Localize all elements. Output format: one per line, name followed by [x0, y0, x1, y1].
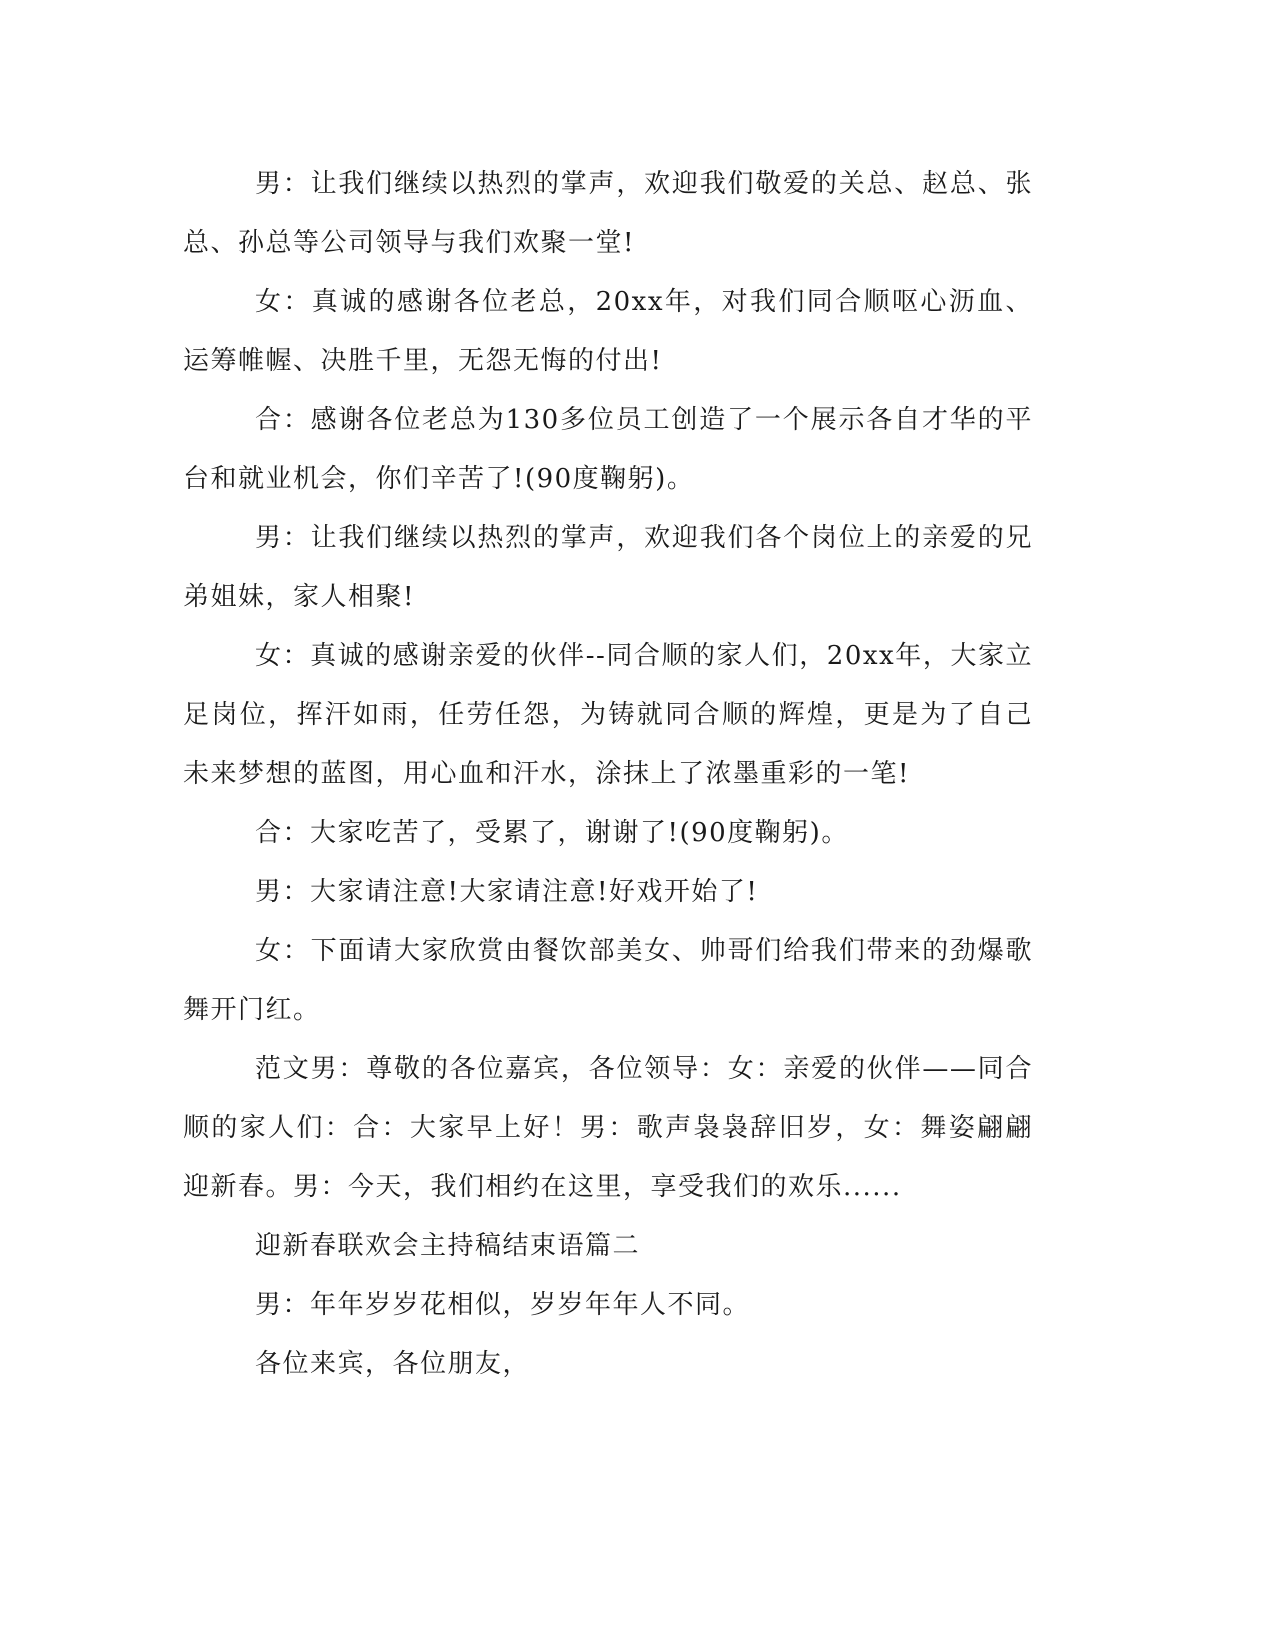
paragraph: 男：年年岁岁花相似，岁岁年年人不同。 [255, 1290, 751, 1320]
paragraph: 男：让我们继续以热烈的掌声，欢迎我们各个岗位上的亲爱的兄弟姐妹，家人相聚! [183, 523, 1033, 612]
section-heading: 迎新春联欢会主持稿结束语篇二 [255, 1231, 641, 1261]
paragraph: 女：下面请大家欣赏由餐饮部美女、帅哥们给我们带来的劲爆歌舞开门红。 [183, 936, 1033, 1025]
paragraph: 男：让我们继续以热烈的掌声，欢迎我们敬爱的关总、赵总、张总、孙总等公司领导与我们欢聚一堂! [183, 169, 1033, 258]
paragraph: 女：真诚的感谢亲爱的伙伴--同合顺的家人们，20xx年，大家立足岗位，挥汗如雨，任劳任怨，为铸就同合顺的辉煌，更是为了自己未来梦想的蓝图，用心血和汗水，涂抹上了浓墨重彩的一笔! [183, 641, 1033, 789]
paragraph: 各位来宾，各位朋友， [255, 1349, 531, 1379]
paragraph: 女：真诚的感谢各位老总，20xx年，对我们同合顺呕心沥血、运筹帷幄、决胜千里，无怨无悔的付出! [183, 287, 1033, 376]
paragraph: 范文男：尊敬的各位嘉宾，各位领导：女：亲爱的伙伴——同合顺的家人们：合：大家早上好！男：歌声袅袅辞旧岁，女：舞姿翩翩迎新春。男：今天，我们相约在这里，享受我们的欢乐...... [183, 1054, 1033, 1202]
paragraph: 男：大家请注意!大家请注意!好戏开始了! [255, 877, 759, 907]
paragraph: 合：感谢各位老总为130多位员工创造了一个展示各自才华的平台和就业机会，你们辛苦了!(90度鞠躬)。 [183, 405, 1033, 494]
paragraph: 合：大家吃苦了，受累了，谢谢了!(90度鞠躬)。 [255, 818, 849, 848]
document-body [183, 155, 1033, 1394]
